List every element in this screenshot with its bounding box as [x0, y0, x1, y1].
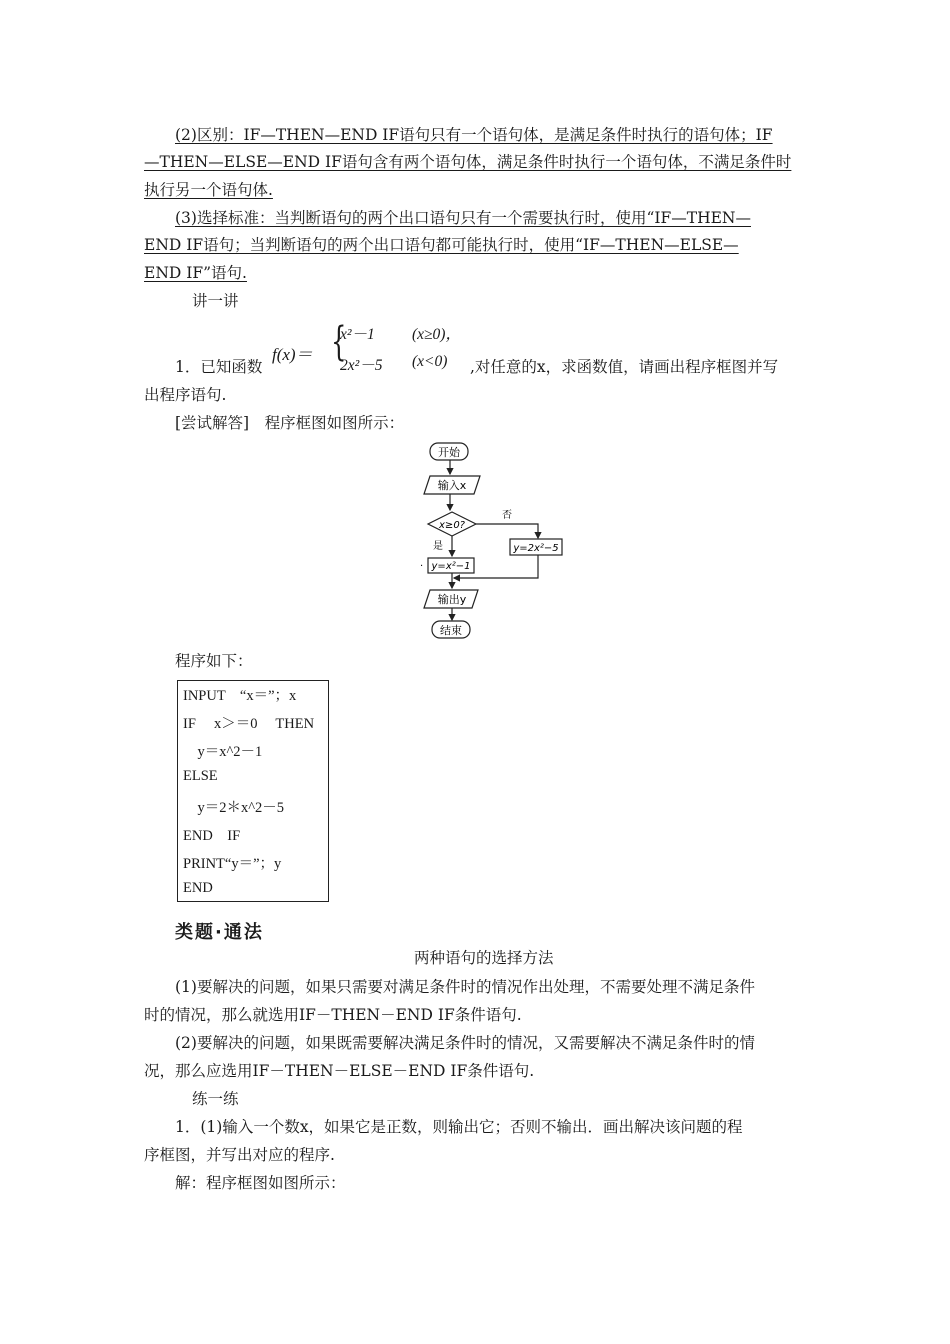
yes-label: 是 [433, 541, 443, 552]
exercise1-line3: 解：程序框图如图所示： [175, 1174, 346, 1192]
program-intro: 程序如下： [175, 652, 253, 670]
exercise1-line1: 1．(1)输入一个数x，如果它是正数，则输出它；否则不输出．画出解决该问题的程 [175, 1118, 743, 1136]
example1-line2: 出程序语句. [144, 386, 227, 404]
p3-line3: END IF”语句. [144, 264, 247, 282]
example1-suffix: ,对任意的x，求函数值，请画出程序框图并写 [470, 358, 779, 376]
p2-line3: 执行另一个语句体. [144, 181, 273, 199]
output-label: 输出y [437, 593, 467, 606]
case2-cond: (x<0) [412, 353, 448, 370]
p3-line1: (3)选择标准：当判断语句的两个出口语句只有一个需要执行时，使用“IF—THEN— [175, 209, 751, 227]
p2-line2: —THEN—ELSE—END IF语句含有两个语句体，满足条件时执行一个语句体，不满足条件时 [144, 153, 792, 171]
decision-label: x≥0? [439, 520, 465, 531]
method1-line2: 时的情况，那么就选用IF－THEN－END IF条件语句. [144, 1006, 522, 1024]
case2-expr: 2x²－5 [340, 357, 383, 374]
method2-line2: 况，那么应选用IF－THEN－ELSE－END IF条件语句. [144, 1062, 535, 1080]
flowchart [410, 438, 580, 643]
lian-yi-lian-label: 练一练 [192, 1090, 239, 1108]
case1-expr: x²－1 [340, 326, 375, 343]
start-label: 开始 [438, 446, 460, 459]
p2-line1: (2)区别：IF—THEN—END IF语句只有一个语句体，是满足条件时执行的语句体；IF [175, 126, 773, 144]
method2-line1: (2)要解决的问题，如果既需要解决满足条件时的情况，又需要解决不满足条件时的情 [175, 1034, 755, 1052]
case1-cond: (x≥0)， [412, 326, 461, 343]
method1-line1: (1)要解决的问题，如果只需要对满足条件时的情况作出处理，不需要处理不满足条件 [175, 978, 755, 996]
code-line: INPUT “x＝”；x [183, 688, 297, 704]
yes-branch-label: y=x²−1 [431, 561, 471, 572]
code-line: y＝2＊x^2－5 [183, 800, 285, 816]
end-label: 结束 [440, 624, 462, 637]
example1-prefix: 1．已知函数 [175, 358, 263, 376]
p3-line2: END IF语句；当判断语句的两个出口语句都可能执行时，使用“IF—THEN—ELSE— [144, 236, 739, 254]
exercise1-line2: 序框图，并写出对应的程序. [144, 1146, 335, 1164]
piecewise-brace: { [331, 319, 347, 365]
jiang-yi-jiang-label: 讲一讲 [192, 292, 239, 310]
no-branch-label: y=2x²−5 [513, 543, 559, 554]
stray-dot: · [420, 561, 424, 572]
section-heading: 类题·通法 [175, 922, 264, 943]
code-line: END [183, 880, 213, 896]
method-title: 两种语句的选择方法 [414, 949, 554, 967]
input-label: 输入x [437, 479, 467, 492]
code-line: IF x＞＝0 THEN [183, 716, 315, 732]
program-code-box [177, 680, 329, 902]
code-line: PRINT“y＝”；y [183, 856, 282, 872]
code-line: y＝x^2－1 [183, 744, 263, 760]
code-line: END IF [183, 828, 241, 844]
function-name: f(x)＝ [272, 345, 313, 364]
answer-label: [尝试解答] 程序框图如图所示： [175, 414, 405, 432]
no-label: 否 [502, 510, 512, 521]
code-line: ELSE [183, 768, 218, 784]
